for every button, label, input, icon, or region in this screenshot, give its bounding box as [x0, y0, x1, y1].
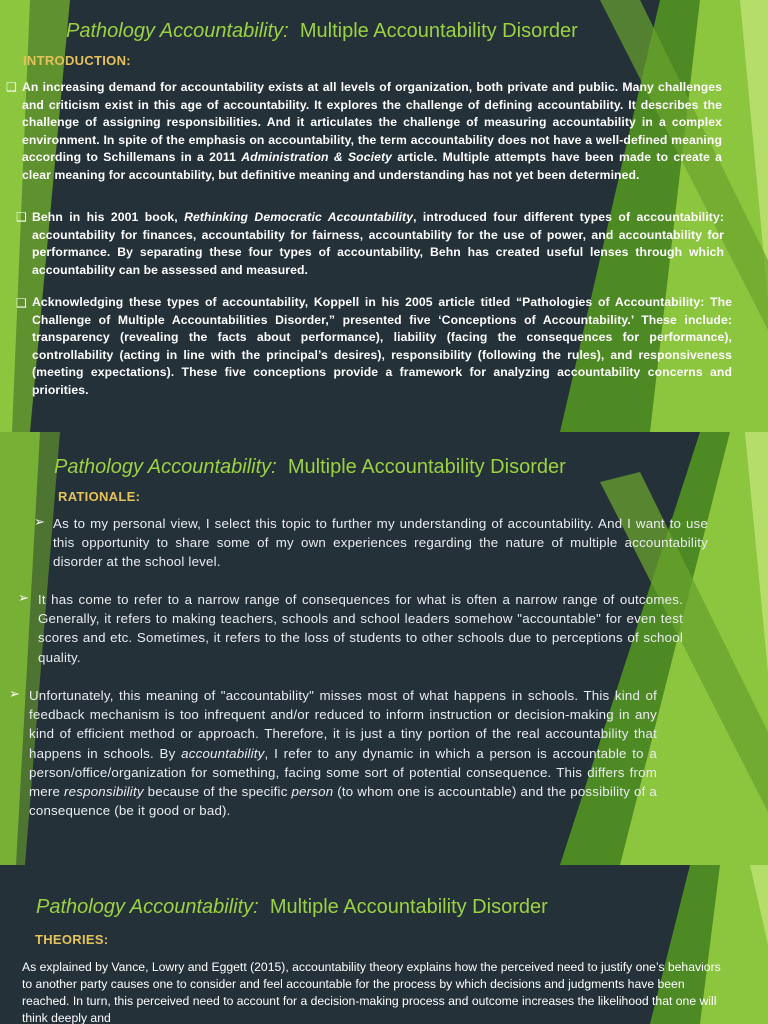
arrow-bullet-icon: ➢: [34, 514, 45, 529]
square-bullet-icon: ❑: [16, 210, 27, 224]
slide-introduction: [0, 0, 768, 432]
rationale-paragraph-1: As to my personal view, I select this topic to further my understanding of accountability. And I want to use this opportunity to share some of my own experiences regarding the nature of multiple accountability disorder at the school level.: [53, 516, 708, 570]
rationale-paragraph-2: It has come to refer to a narrow range of consequences for what is often a narrow range of outcomes. Generally, it refers to making teachers, schools and school leaders somehow "accountable" for even test scores and etc. Sometimes, it refers to the loss of students to other schools due to perceptions of school quality.: [38, 592, 683, 665]
rationale-paragraph-3: Unfortunately, this meaning of "accountability" misses most of what happens in schools. This kind of feedback mechanism is too infrequent and/or reduced to inform instruction or decision-making in any kind of efficient method or approach. Therefore, it is just a tiny portion of the real accountability that happens in schools. By accountability, I refer to any dynamic in which a person is accountable to a person/office/organization for something, facing some sort of potential consequence. This differs from mere responsibility because of the specific person (to whom one is accountable) and the possibility of a consequence (be it good or bad).: [29, 688, 657, 819]
intro-paragraph-2: Behn in his 2001 book, Rethinking Democratic Accountability, introduced four different types of accountability: accountability for finances, accountability for fairness, accountability for the use of power, and accountability for performance. By separating these four types of accountability, Behn has created useful lenses through which accountability can be assessed and measured.: [32, 210, 724, 277]
slide-title: Pathology Accountability: Multiple Accountability Disorder: [36, 896, 548, 918]
intro-paragraph-1: An increasing demand for accountability exists at all levels of organization, both private and public. Many challenges and criticism exist in this age of accountability. It explores the challenge of defining accountability. It describes the challenge of assigning responsibilities. And it articulates the challenge of measuring accountability in a complex environment. In spite of the emphasis on accountability, the term accountability does not have a well-defined meaning according to Schillemans in a 2011 Administration & Society article. Multiple attempts have been made to create a clear meaning for accountability, but definitive meaning and understanding has not yet been determined.: [22, 80, 722, 182]
arrow-bullet-icon: ➢: [9, 686, 20, 701]
section-label: THEORIES:: [35, 932, 109, 947]
square-bullet-icon: ❑: [6, 80, 17, 94]
theories-paragraph-1: As explained by Vance, Lowry and Eggett (2015), accountability theory explains how the perceived need to justify one’s behaviors to another party causes one to consider and feel accountable for the process by which decisions and judgments have been reached. In turn, this perceived need to account for a decision-making process and outcome increases the likelihood that one will think deeply and: [22, 960, 721, 1024]
arrow-bullet-icon: ➢: [18, 590, 29, 605]
section-label: RATIONALE:: [58, 489, 141, 504]
slide-theories: [0, 865, 768, 1024]
intro-paragraph-3: Acknowledging these types of accountability, Koppell in his 2005 article titled “Pathologies of Accountability: The Challenge of Multiple Accountabilities Disorder,” presented five ‘Conceptions of Accountability.’ These include: transparency (revealing the facts about performance), liability (facing the consequences for performance), controllability (acting in line with the principal’s desires), responsibility (following the rules), and responsiveness (meeting expectations). These five conceptions provide a framework for analyzing accountability concerns and priorities.: [32, 295, 732, 397]
slide-title: Pathology Accountability: Multiple Accountability Disorder: [66, 20, 578, 42]
square-bullet-icon: ❑: [16, 296, 27, 310]
slide-title: Pathology Accountability: Multiple Accountability Disorder: [54, 456, 566, 478]
section-label: INTRODUCTION:: [23, 53, 131, 68]
slide-rationale: [0, 432, 768, 865]
